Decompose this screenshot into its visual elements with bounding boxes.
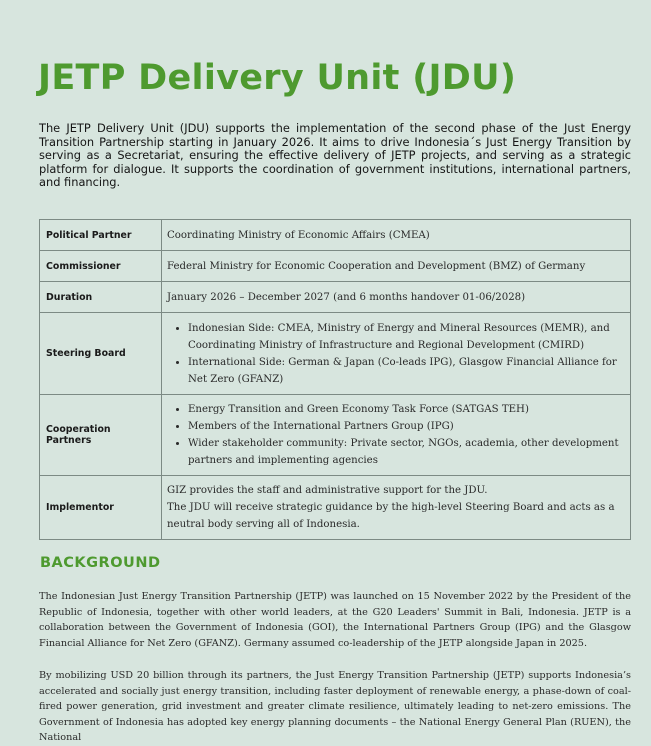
intro-paragraph: The JETP Delivery Unit (JDU) supports the implementation of the second phase of the Just Energy Transition Partnership starting in January 2026. It aims to drive Indonesia´s Just Energy Transition by serving as a Secretariat, ensuring the effective delivery of JETP projects, and serving as a strategic platform for dialogue. It supports the coordination of government institutions, international partners, and financing. <box>39 121 631 189</box>
row-value-duration: January 2026 – December 2027 (and 6 months handover 01-06/2028) <box>162 282 631 313</box>
list-item: • Wider stakeholder community: Private sector, NGOs, academia, other development partners and implementing agencies <box>188 435 625 469</box>
row-label-steering-board: Steering Board <box>40 313 162 395</box>
row-label-cooperation-partners: Cooperation Partners <box>40 395 162 476</box>
list-item: • Members of the International Partners Group (IPG) <box>188 418 625 435</box>
implementor-line: GIZ provides the staff and administrative support for the JDU. <box>167 485 488 496</box>
implementor-line: The JDU will receive strategic guidance by the high-level Steering Board and acts as a neutral body serving all of Indonesia. <box>167 502 615 530</box>
page-title: JETP Delivery Unit (JDU) <box>38 58 517 98</box>
table-row <box>40 476 631 540</box>
table-row <box>40 395 631 476</box>
background-paragraph-2: By mobilizing USD 20 billion through its partners, the Just Energy Transition Partnership (JETP) supports Indonesia’s accelerated and socially just energy transition, including faster deployment of renewable energy, a phase-down of coal-fired power generation, grid investment and greater climate resilience, ultimately leading to net-zero emissions. The Government of Indonesia has adopted key energy planning documents – the National Energy General Plan (RUEN), the National <box>39 670 631 744</box>
row-label-political-partner: Political Partner <box>40 220 162 251</box>
row-value-political-partner: Coordinating Ministry of Economic Affairs (CMEA) <box>162 220 631 251</box>
row-value-cooperation-partners <box>162 395 631 476</box>
background-heading: BACKGROUND <box>40 555 161 571</box>
row-label-implementor: Implementor <box>40 476 162 540</box>
project-info-table <box>39 219 631 540</box>
table-row <box>40 313 631 395</box>
table-row <box>40 282 631 313</box>
row-label-duration: Duration <box>40 282 162 313</box>
row-label-commissioner: Commissioner <box>40 251 162 282</box>
row-value-implementor <box>162 476 631 540</box>
steering-board-list <box>167 320 625 388</box>
table-row <box>40 251 631 282</box>
row-value-commissioner: Federal Ministry for Economic Cooperation and Development (BMZ) of Germany <box>162 251 631 282</box>
row-value-steering-board <box>162 313 631 395</box>
list-item: • Energy Transition and Green Economy Task Force (SATGAS TEH) <box>188 401 625 418</box>
background-paragraph-1: The Indonesian Just Energy Transition Partnership (JETP) was launched on 15 November 2022 by the President of the Republic of Indonesia, together with other world leaders, at the G20 Leaders' Summit in Bali, Indonesia. JETP is a collaboration between the Government of Indonesia (GOI), the International Partners Group (IPG) and the Glasgow Financial Alliance for Net Zero (GFANZ). Germany assumed co-leadership of the JETP alongside Japan in 2025. <box>39 591 631 649</box>
cooperation-partners-list <box>167 401 625 469</box>
table-row <box>40 220 631 251</box>
list-item: • Indonesian Side: CMEA, Ministry of Energy and Mineral Resources (MEMR), and Coordinating Ministry of Infrastructure and Regional Development (CMIRD) <box>188 320 625 354</box>
list-item: • International Side: German & Japan (Co-leads IPG), Glasgow Financial Alliance for Net Zero (GFANZ) <box>188 354 625 388</box>
